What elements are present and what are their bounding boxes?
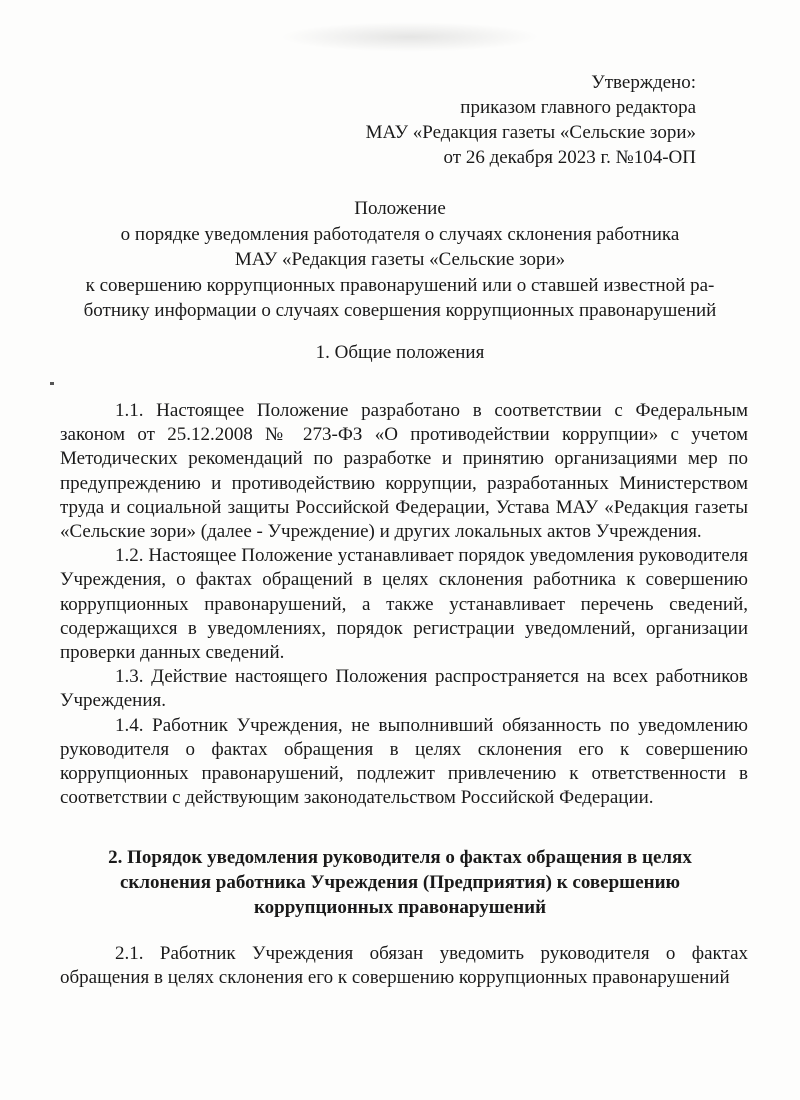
title-line-1: Положение xyxy=(354,198,446,219)
approval-line-1: Утверждено: xyxy=(591,72,696,93)
section-1-body xyxy=(60,399,748,810)
section-1-heading: 1. Общие положения xyxy=(315,342,485,363)
section-2-heading: 2. Порядок уведомления руководителя о фактах обращения в целях склонения работника Учреждения (Предприятия) к совершению коррупционных правонарушений xyxy=(108,847,692,918)
title-line-4: к совершению коррупционных правонарушений или о ставшей известной ра- xyxy=(85,274,715,296)
section-2-body xyxy=(60,942,748,990)
scan-artifact xyxy=(50,382,54,385)
paragraph-1-2: 1.2. Настоящее Положение устанавливает порядок уведомления руководителя Учреждения, о фактах обращений в целях склонения работника к совершению коррупционных правонарушений, а также устанавливает перечень сведений, содержащихся в уведомлениях, порядок регистрации уведомлений, организации проверки данных сведений. xyxy=(60,545,748,664)
title-line-3: МАУ «Редакция газеты «Сельские зори» xyxy=(234,249,566,270)
title-line-5: ботнику информации о случаях совершения коррупционных правонарушений xyxy=(83,300,717,321)
scan-smudge xyxy=(280,22,540,52)
approval-stamp-block xyxy=(366,70,696,170)
document-title xyxy=(60,196,740,324)
paragraph-2-1: 2.1. Работник Учреждения обязан уведомить руководителя о фактах обращения в целях склонения его к совершению коррупционных правонарушений xyxy=(60,943,748,989)
title-line-2: о порядке уведомления работодателя о случаях склонения работника xyxy=(120,223,680,245)
approval-line-2: приказом главного редактора xyxy=(460,97,696,118)
paragraph-1-3: 1.3. Действие настоящего Положения распространяется на всех работников Учреждения. xyxy=(60,666,748,712)
paragraph-1-4: 1.4. Работник Учреждения, не выполнивший обязанность по уведомлению руководителя о фактах обращения в целях склонения его к совершению коррупционных правонарушений, подлежит привлечению к ответственности в соответствии с действующим законодательством Российской Федерации. xyxy=(60,714,748,809)
approval-line-4: от 26 декабря 2023 г. №104-ОП xyxy=(443,147,696,168)
approval-line-3: МАУ «Редакция газеты «Сельские зори» xyxy=(365,122,696,143)
paragraph-1-1: 1.1. Настоящее Положение разработано в соответствии с Федеральным законом от 25.12.2008 № 273-ФЗ «О противодействии коррупции» с учетом Методических рекомендаций по разработке и принятию организациями мер по предупреждению и противодействию коррупции, разработанных Министерством труда и социальной защиты Российской Федерации, Устава МАУ «Редакция газеты «Сельские зори» (далее - Учреждение) и других локальных актов Учреждения. xyxy=(60,400,748,543)
